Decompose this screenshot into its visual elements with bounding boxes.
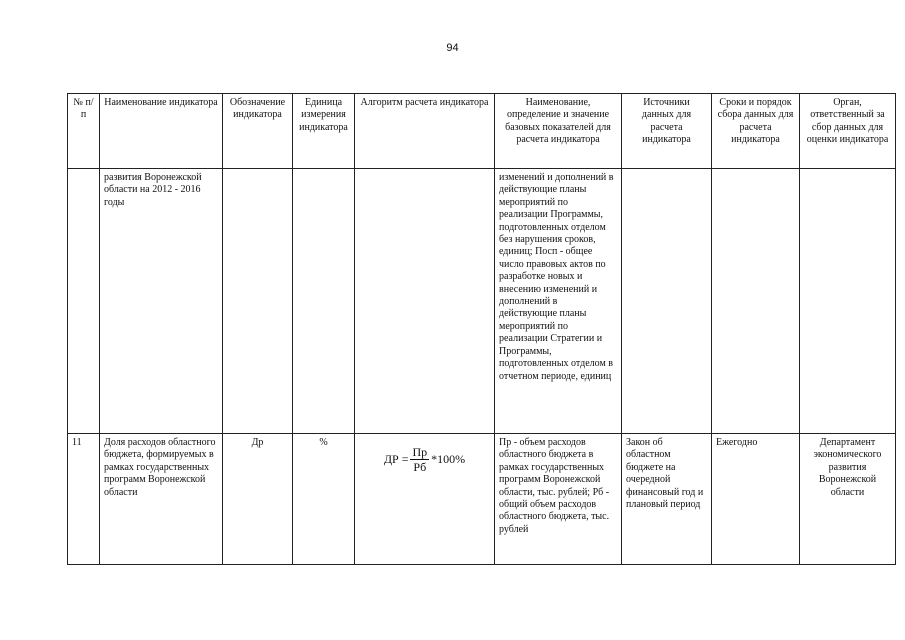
cell-name: Доля расходов областного бюджета, формируемых в рамках государственных программ Воронежской области bbox=[100, 434, 223, 565]
cell-designation bbox=[223, 169, 293, 434]
header-designation: Обозначение индикатора bbox=[223, 94, 293, 169]
cell-timing: Ежегодно bbox=[712, 434, 800, 565]
cell-name: развития Воронежской области на 2012 - 2016 годы bbox=[100, 169, 223, 434]
header-num: № п/п bbox=[68, 94, 100, 169]
cell-base: Пр - объем расходов областного бюджета в рамках государственных программ Воронежской области, тыс. рублей; Рб - общий объем расходов областного бюджета, тыс. рублей bbox=[495, 434, 622, 565]
formula-fraction bbox=[410, 445, 429, 474]
header-organ: Орган, ответственный за сбор данных для оценки индикатора bbox=[800, 94, 896, 169]
formula-numerator: Пр bbox=[412, 445, 428, 459]
cell-organ bbox=[800, 169, 896, 434]
cell-algorithm bbox=[355, 169, 495, 434]
indicators-table bbox=[67, 93, 896, 565]
formula-tail: *100% bbox=[431, 452, 466, 467]
header-timing: Сроки и порядок сбора данных для расчета индикатора bbox=[712, 94, 800, 169]
cell-unit: % bbox=[293, 434, 355, 565]
header-algorithm: Алгоритм расчета индикатора bbox=[355, 94, 495, 169]
formula-denominator: Рб bbox=[413, 460, 427, 474]
cell-num: 11 bbox=[68, 434, 100, 565]
cell-algorithm bbox=[355, 434, 495, 565]
table-row bbox=[68, 169, 896, 434]
cell-num bbox=[68, 169, 100, 434]
cell-organ: Департамент экономического развития Воронежской области bbox=[800, 434, 896, 565]
header-name: Наименование индикатора bbox=[100, 94, 223, 169]
formula-lhs: ДР = bbox=[383, 452, 409, 467]
cell-sources: Закон об областном бюджете на очередной финансовый год и плановый период bbox=[622, 434, 712, 565]
cell-timing bbox=[712, 169, 800, 434]
header-base: Наименование, определение и значение базовых показателей для расчета индикатора bbox=[495, 94, 622, 169]
cell-designation: Др bbox=[223, 434, 293, 565]
formula bbox=[359, 445, 490, 474]
cell-unit bbox=[293, 169, 355, 434]
page-number: 94 bbox=[446, 42, 459, 54]
cell-base: изменений и дополнений в действующие планы мероприятий по реализации Программы, подготовленных отделом без нарушения сроков, единиц; Посп - общее число правовых актов по разработке новых и внесению изменений и дополнений в действующие планы мероприятий по реализации Стратегии и Программы, подготовленных отделом в отчетном периоде, единиц bbox=[495, 169, 622, 434]
table-row bbox=[68, 434, 896, 565]
cell-sources bbox=[622, 169, 712, 434]
header-sources: Источники данных для расчета индикатора bbox=[622, 94, 712, 169]
header-row bbox=[68, 94, 896, 169]
header-unit: Единица измерения индикатора bbox=[293, 94, 355, 169]
